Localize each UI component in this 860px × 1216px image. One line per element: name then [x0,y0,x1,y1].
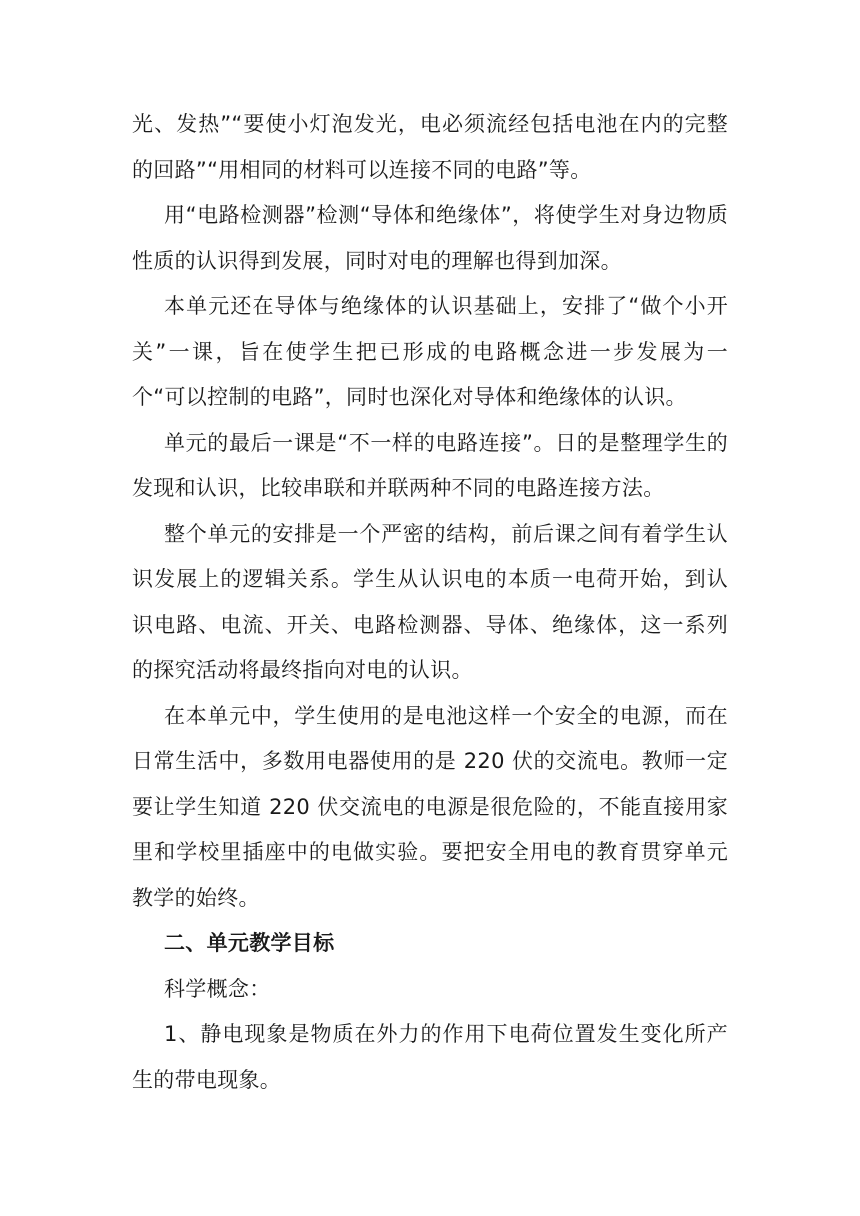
document-body [132,102,728,1103]
paragraph-circuit-detector: 用“电路检测器”检测“导体和绝缘体”，将使学生对身边物质性质的认识得到发展，同时对电的理解也得到加深。 [132,203,728,273]
list-item-1: 1、静电现象是物质在外力的作用下电荷位置发生变化所产生的带电现象。 [132,1022,728,1092]
section-heading: 二、单元教学目标 [164,931,335,955]
paragraph-safety: 在本单元中，学生使用的是电池这样一个安全的电源，而在日常生活中，多数用电器使用的是 220 伏的交流电。教师一定要让学生知道 220 伏交流电的电源是很危险的，不能直接用家里和学校里插座中的电做实验。要把安全用电的教育贯穿单元教学的始终。 [132,703,728,910]
paragraph-final-lesson: 单元的最后一课是“不一样的电路连接”。日的是整理学生的发现和认识，比较串联和并联两种不同的电路连接方法。 [132,430,728,500]
paragraph-switch-lesson: 本单元还在导体与绝缘体的认识基础上，安排了“做个小开关”一课，旨在使学生把已形成的电路概念进一步发展为一个“可以控制的电路”，同时也深化对导体和绝缘体的认识。 [132,294,728,409]
paragraph-continuation: 光、发热”“要使小灯泡发光，电必须流经包括电池在内的完整的回路”“用相同的材料可以连接不同的电路”等。 [132,112,728,182]
subheading-science-concepts: 科学概念： [164,976,271,1001]
paragraph-unit-structure: 整个单元的安排是一个严密的结构，前后课之间有着学生认识发展上的逻辑关系。学生从认识电的本质一电荷开始，到认识电路、电流、开关、电路检测器、导体、绝缘体，这一系列的探究活动将最终指向对电的认识。 [132,521,728,682]
